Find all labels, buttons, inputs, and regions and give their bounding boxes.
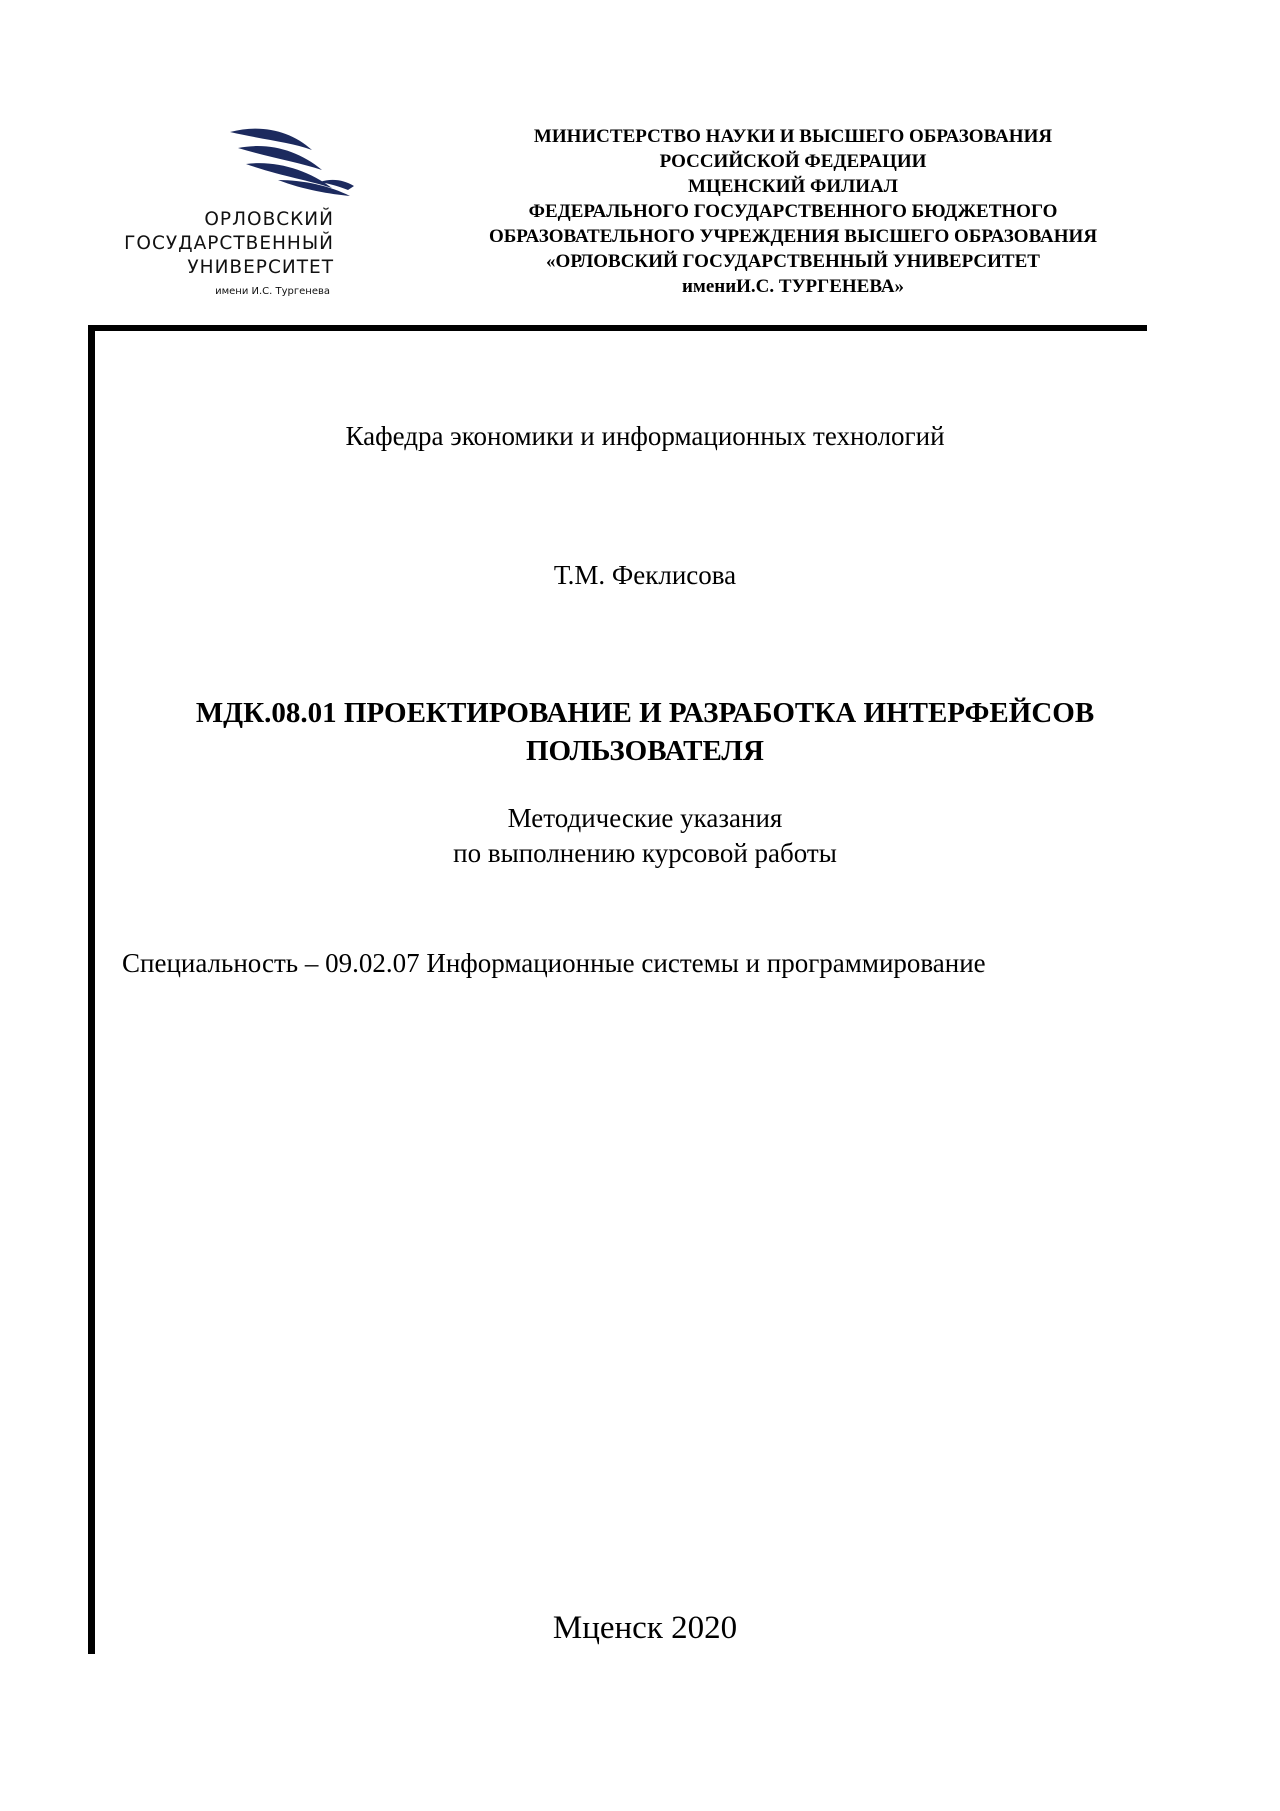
department-name: Кафедра экономики и информационных технологий — [345, 421, 945, 451]
ministry-line-2: РОССИЙСКОЙ ФЕДЕРАЦИИ — [659, 151, 927, 172]
city-year: Мценск 2020 — [552, 1610, 738, 1646]
document-title — [95, 694, 1195, 770]
logo-line-3: УНИВЕРСИТЕТ — [187, 257, 334, 278]
document-subtitle — [95, 801, 1195, 871]
author-name: Т.М. Феклисова — [553, 560, 737, 590]
subtitle-line-2: по выполнению курсовой работы — [453, 838, 837, 868]
ministry-header — [428, 124, 1158, 299]
logo-line-2: ГОСУДАРСТВЕННЫЙ — [124, 233, 334, 254]
university-logo — [112, 120, 392, 310]
ministry-line-4: ФЕДЕРАЛЬНОГО ГОСУДАРСТВЕННОГО БЮДЖЕТНОГО — [528, 201, 1058, 222]
title-line-1: МДК.08.01 ПРОЕКТИРОВАНИЕ И РАЗРАБОТКА ИНТЕРФЕЙСОВ — [195, 697, 1095, 729]
logo-line-1: ОРЛОВСКИЙ — [204, 209, 334, 230]
wing-emblem-icon — [220, 120, 370, 210]
horizontal-rule — [88, 325, 1147, 331]
ministry-line-6: «ОРЛОВСКИЙ ГОСУДАРСТВЕННЫЙ УНИВЕРСИТЕТ — [546, 251, 1040, 272]
ministry-line-5: ОБРАЗОВАТЕЛЬНОГО УЧРЕЖДЕНИЯ ВЫСШЕГО ОБРАЗОВАНИЯ — [488, 226, 1098, 247]
ministry-line-1: МИНИСТЕРСТВО НАУКИ И ВЫСШЕГО ОБРАЗОВАНИЯ — [533, 126, 1053, 147]
specialty-text: Специальность – 09.02.07 Информационные системы и программирование — [122, 948, 986, 978]
subtitle-line-1: Методические указания — [507, 803, 783, 833]
ministry-line-3: МЦЕНСКИЙ ФИЛИАЛ — [688, 176, 898, 197]
vertical-rule — [88, 325, 95, 1654]
ministry-line-7: имениИ.С. ТУРГЕНЕВА» — [681, 276, 905, 297]
title-line-2: ПОЛЬЗОВАТЕЛЯ — [526, 735, 764, 767]
logo-subline: имени И.С. Тургенева — [215, 286, 330, 297]
